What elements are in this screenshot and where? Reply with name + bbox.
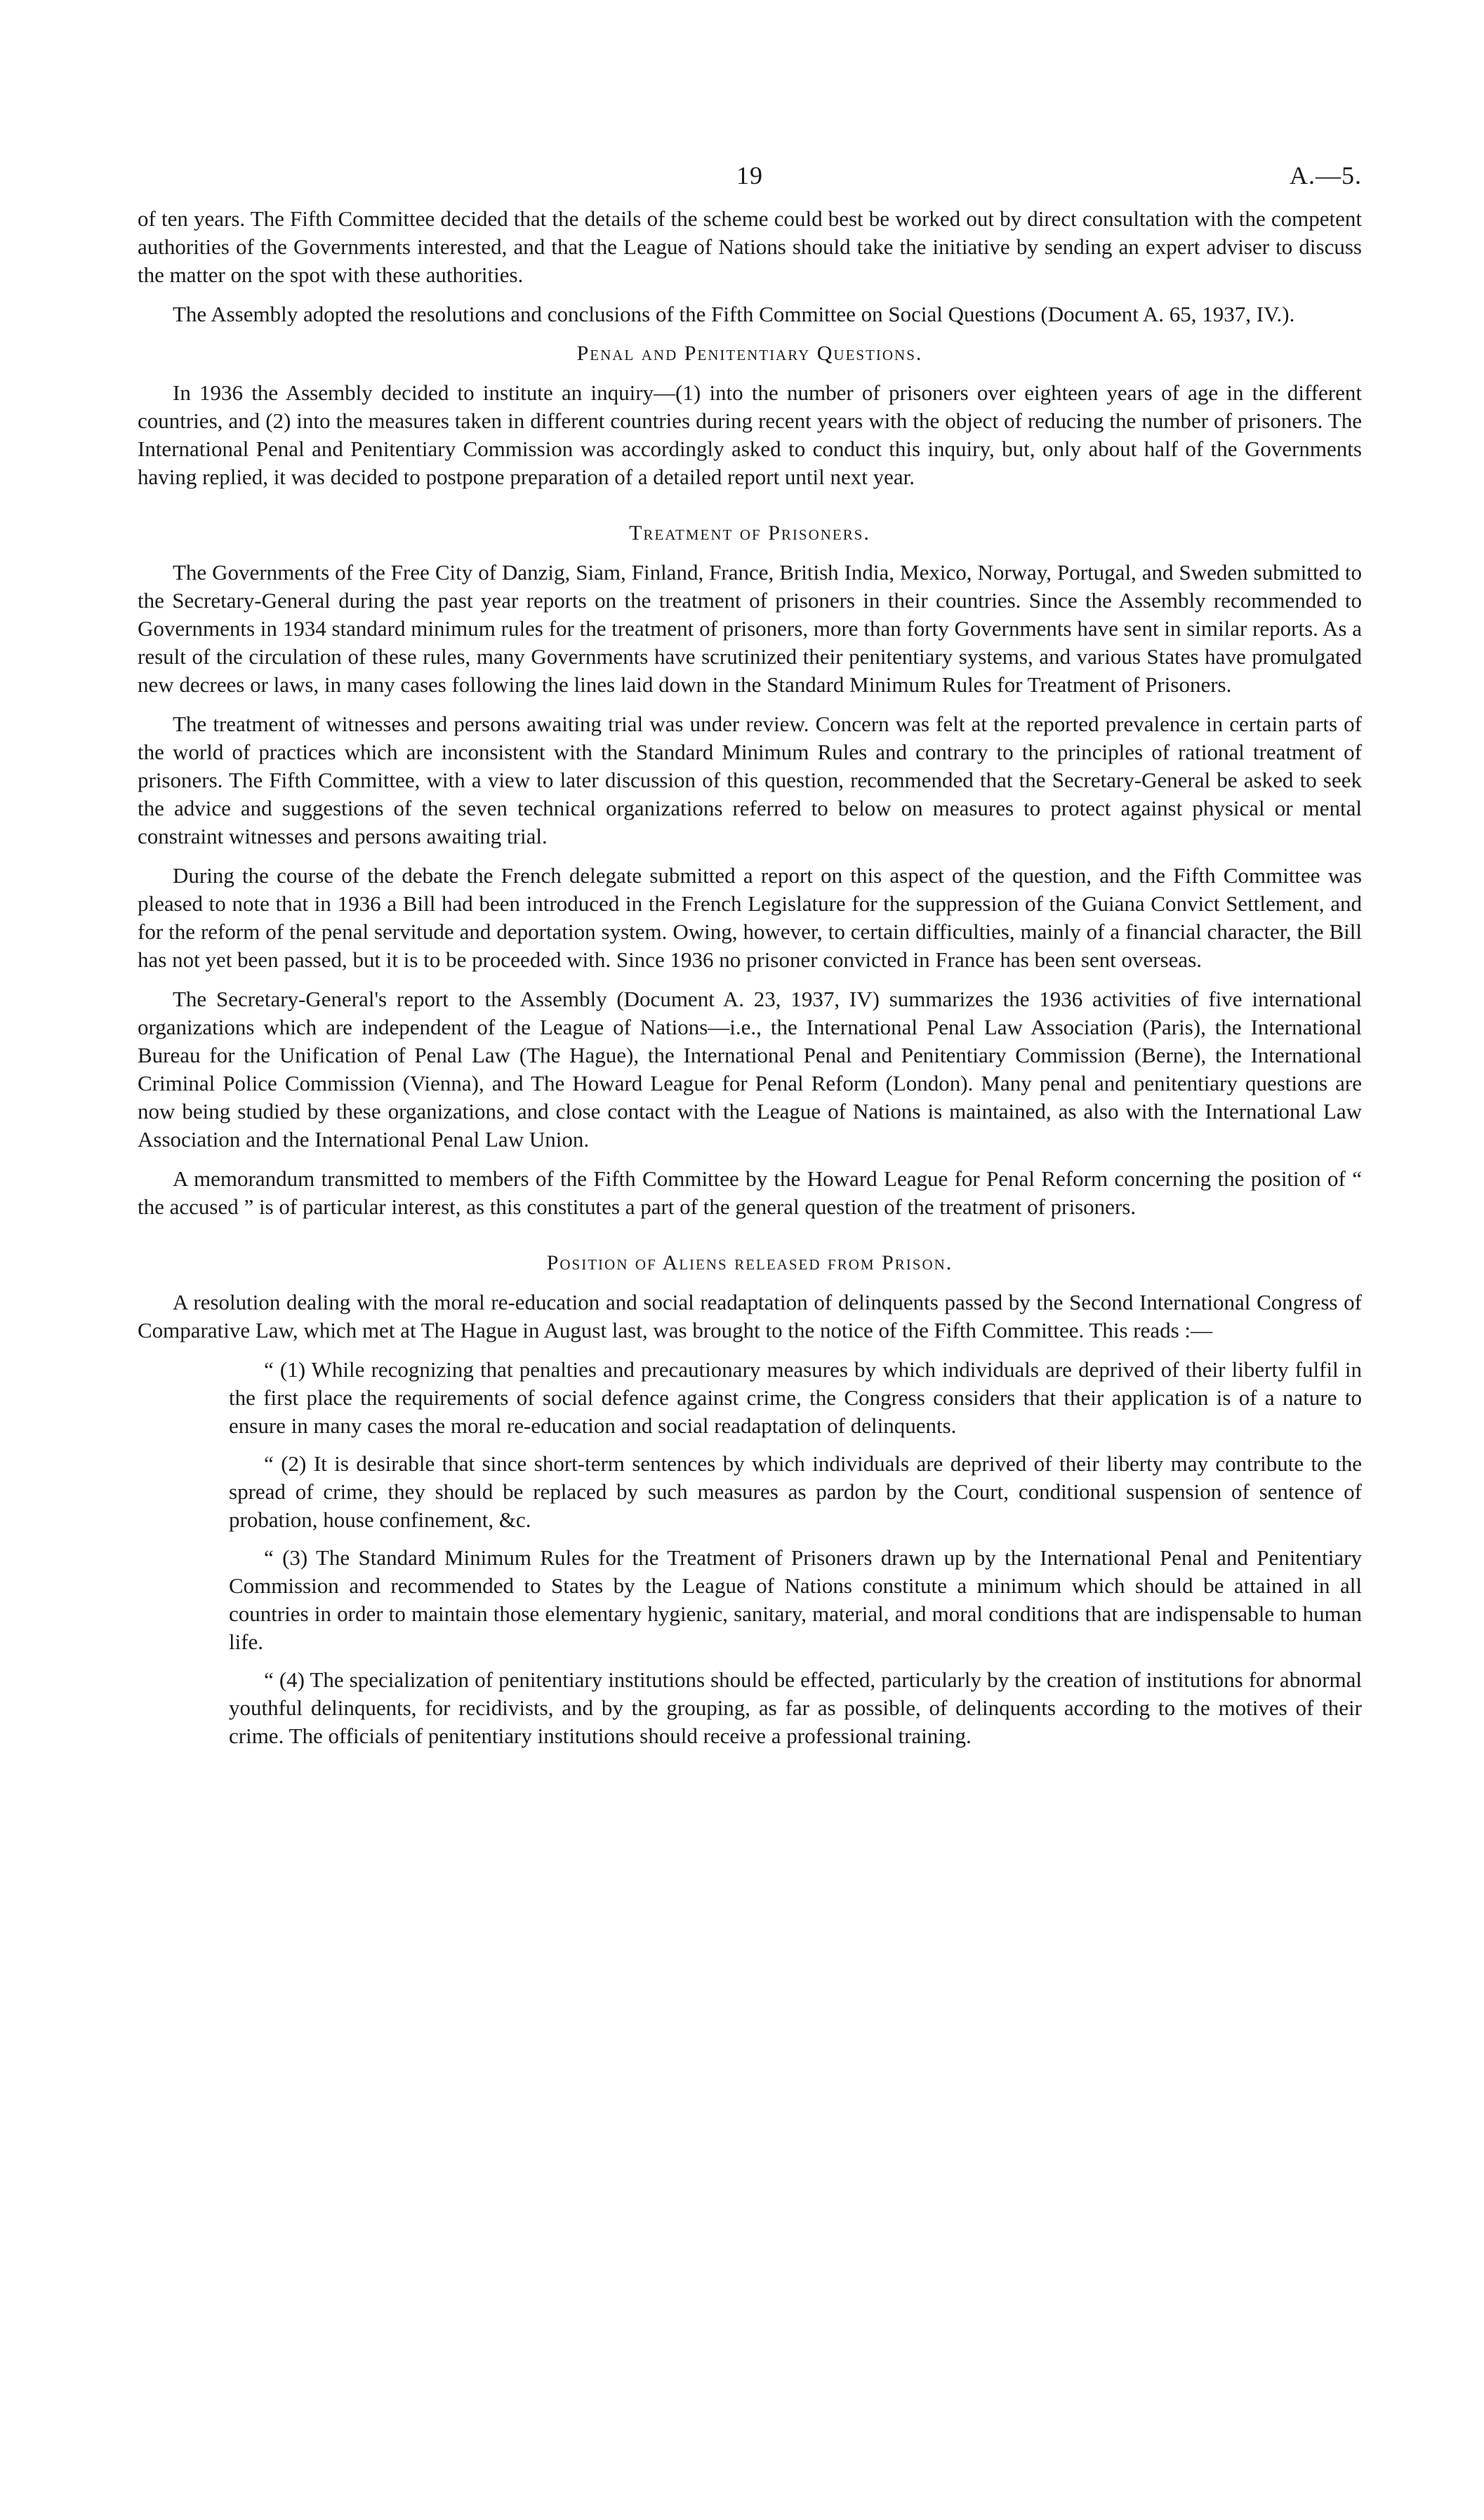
treatment-paragraph-5: A memorandum transmitted to members of the Fifth Committee by the Howard League for Penal Reform concerning the position of “ the accused ” is of particular interest, as this constitutes a part of the general question of the treatment of prisoners.	[138, 1166, 1362, 1219]
resolution-clause-2: “ (2) It is desirable that since short-term sentences by which individuals are deprived of their liberty may contribute to the spread of crime, they should be replaced by such measures as pardon by the Court, conditional suspension of sentence of probation, house confinement, &c.	[229, 1451, 1362, 1532]
treatment-paragraph-4: The Secretary-General's report to the Assembly (Document A. 23, 1937, IV) summarizes the 1936 activities of five international organizations which are independent of the League of Nations—i.e., the International Penal Law Association (Paris), the International Bureau for the Unification of Penal Law (The Hague), the International Penal and Penitentiary Commission (Berne), the International Criminal Police Commission (Vienna), and The Howard League for Penal Reform (London). Many penal and penitentiary questions are now being studied by these organizations, and close contact with the League of Nations is maintained, as also with the International Law Association and the International Penal Law Union.	[138, 987, 1362, 1152]
aliens-paragraph-1: A resolution dealing with the moral re-education and social readaptation of delinquents passed by the Second International Congress of Comparative Law, which met at The Hague in August last, was brought to the notice of the Fifth Committee. This reads :—	[138, 1290, 1362, 1342]
heading-treatment-of-prisoners: Treatment of Prisoners.	[629, 521, 870, 545]
resolution-clause-1: “ (1) While recognizing that penalties and precautionary measures by which individuals are deprived of their liberty fulfil in the first place the requirements of social defence against crime, the Congress considers that their application is of a nature to ensure in many cases the moral re-education and social readaptation of delinquents.	[229, 1357, 1362, 1438]
page-header	[138, 161, 1362, 201]
heading-position-of-aliens: Position of Aliens released from Prison.	[546, 1251, 953, 1274]
document-page	[138, 161, 1362, 1760]
intro-paragraph-2: The Assembly adopted the resolutions and conclusions of the Fifth Committee on Social Questions (Document A. 65, 1937, IV.).	[173, 302, 1295, 326]
treatment-paragraph-2: The treatment of witnesses and persons awaiting trial was under review. Concern was felt at the reported prevalence in certain parts of the world of practices which are inconsistent with the Standard Minimum Rules and contrary to the principles of rational treatment of prisoners. The Fifth Committee, with a view to later discussion of this question, recommended that the Secretary-General be asked to seek the advice and suggestions of the seven technical organizations referred to below on measures to protect against physical or mental constraint witnesses and persons awaiting trial.	[138, 712, 1362, 848]
intro-paragraph-1: of ten years. The Fifth Committee decided that the details of the scheme could best be worked out by direct consultation with the competent authorities of the Governments interested, and that the League of Nations should take the initiative by sending an expert adviser to discuss the matter on the spot with these authorities.	[138, 206, 1362, 287]
resolution-clause-3: “ (3) The Standard Minimum Rules for the Treatment of Prisoners drawn up by the International Penal and Penitentiary Commission and recommended to States by the League of Nations constitute a minimum which should be attained in all countries in order to maintain those elementary hygienic, sanitary, material, and moral conditions that are indispensable to human life.	[229, 1545, 1362, 1654]
resolution-clause-4: “ (4) The specialization of penitentiary institutions should be effected, particularly by the creation of institutions for abnormal youthful delinquents, for recidivists, and by the grouping, as far as possible, of delinquents according to the motives of their crime. The officials of penitentiary institutions should receive a professional training.	[229, 1667, 1362, 1748]
treatment-paragraph-1: The Governments of the Free City of Danzig, Siam, Finland, France, British India, Mexico, Norway, Portugal, and Sweden submitted to the Secretary-General during the past year reports on the treatment of prisoners in their countries. Since the Assembly recommended to Governments in 1934 standard minimum rules for the treatment of prisoners, more than forty Governments have sent in similar reports. As a result of the circulation of these rules, many Governments have scrutinized their penitentiary systems, and various States have promulgated new decrees or laws, in many cases following the lines laid down in the Standard Minimum Rules for Treatment of Prisoners.	[138, 560, 1362, 697]
penal-paragraph-1: In 1936 the Assembly decided to institute an inquiry—(1) into the number of prisoners over eighteen years of age in the different countries, and (2) into the measures taken in different countries during recent years with the object of reducing the number of prisoners. The International Penal and Penitentiary Commission was accordingly asked to conduct this inquiry, but, only about half of the Governments having replied, it was decided to postpone preparation of a detailed report until next year.	[138, 380, 1362, 489]
page-number: 19	[736, 161, 763, 189]
heading-penal-questions: Penal and Penitentiary Questions.	[576, 342, 923, 365]
treatment-paragraph-3: During the course of the debate the French delegate submitted a report on this aspect of the question, and the Fifth Committee was pleased to note that in 1936 a Bill had been introduced in the French Legislature for the suppression of the Guiana Convict Settlement, and for the reform of the penal servitude and deportation system. Owing, however, to certain difficulties, mainly of a financial character, the Bill has not yet been passed, but it is to be proceeded with. Since 1936 no prisoner convicted in France has been sent overseas.	[138, 863, 1362, 972]
paper-reference: A.—5.	[1290, 161, 1362, 189]
